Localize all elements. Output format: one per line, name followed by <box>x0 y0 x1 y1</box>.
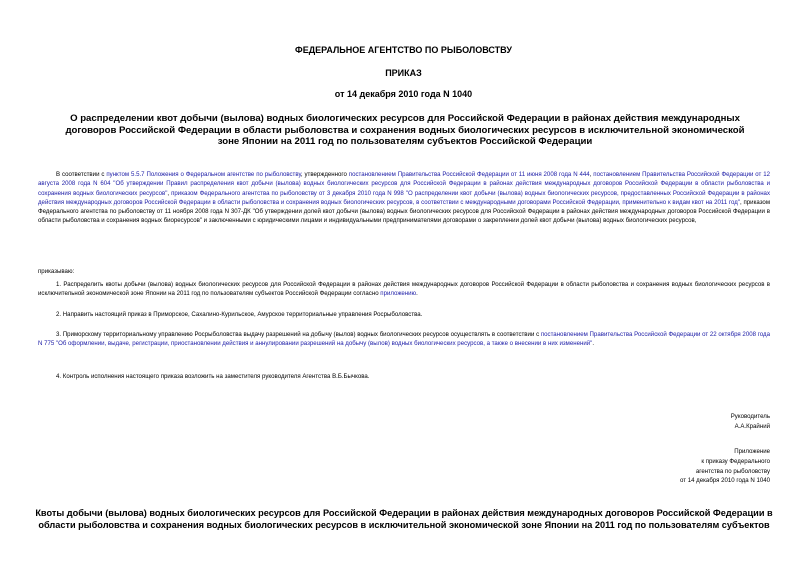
intro-text-2: , утвержденного <box>300 171 349 178</box>
document-title: О распределении квот добычи (вылова) водных биологических ресурсов для Российской Федерации в районах действия международных договоров Российской Федерации в области рыболовства и сохранения водных биологических ресурсов в исключительной экономической зоне Японии на 2011 год по пользователям субъектов Российской Федерации <box>65 113 745 147</box>
signature-block <box>731 412 770 432</box>
appendix-block <box>680 447 770 486</box>
order-item-2: 2. Направить настоящий приказ в Приморское, Сахалино-Курильское, Амурское территориальные управления Росрыболовства. <box>56 311 423 318</box>
doc-date-number: от 14 декабря 2010 года N 1040 <box>334 89 473 99</box>
link-decree-444[interactable]: постановлением Правительства Российской Федерации от 11 июня 2008 года N 444 <box>348 171 590 178</box>
link-decree-775[interactable]: постановлением Правительства Российской Федерации от 22 октября 2008 года N 775 "Об оформлении, выдаче, регистрации, приостановлении действия и аннулировании разрешений на добычу (вылов) водных биологических ресурсов, а также о внесении в них изменений" <box>38 331 770 348</box>
appendix-line-3: агентства по рыболовству <box>695 467 770 475</box>
intro-text-3: , <box>589 171 594 178</box>
appendix-line-1: Приложение <box>734 448 770 455</box>
appendix-line-4: от 14 декабря 2010 года N 1040 <box>679 477 770 485</box>
link-order-998[interactable]: приказом Федерального агентства по рыболовству от 3 декабря 2010 года N 998 "О распределении квот добычи (вылова) водных биологических ресурсов, предоставленных Российской Федерации в районах действия международных договоров Российской Федерации в области рыболовства и сохранения водных биологических ресурсов, в соответствии с международными договорами Российской Федерации, применительно к видам квот на 2011 год" <box>38 189 770 206</box>
order-item-3 <box>38 330 770 349</box>
link-decree-604[interactable]: постановлением Правительства Российской Федерации от 12 августа 2008 года N 604 "Об утверждении Правил распределения квот добычи (вылова) водных биологических ресурсов для Российской Федерации в районах действия международных договоров Российской Федерации в области рыболовства и сохранения водных биологических ресурсов" <box>38 171 771 197</box>
intro-text-4: , <box>167 189 172 197</box>
appendix-title: Квоты добычи (вылова) водных биологических ресурсов для Российской Федерации в районах действия международных договоров Российской Федерации в области рыболовства и сохранения водных биологических ресурсов в исключительной экономической зоне Японии на 2011 год по пользователям субъектов <box>35 508 773 530</box>
link-regulation-clause[interactable]: пунктом 5.5.7 Положения о Федеральном агентстве по рыболовству <box>106 171 301 178</box>
intro-paragraph <box>38 170 770 226</box>
item-1-text: 1. Распределить квоты добычи (вылова) водных биологических ресурсов для Российской Федерации в районах действия международных договоров Российской Федерации в области рыболовства и сохранения водных биологических ресурсов в исключительной экономической зоне Японии на 2011 год по пользователям субъектов Российской Федерации согласно <box>38 281 770 298</box>
item-3-text: 3. Приморскому территориальному управлению Росрыболовства выдачу разрешений на добычу (вылов) водных биологических ресурсов осуществлять в соответствии с <box>56 331 541 338</box>
intro-text-1: В соответствии с <box>56 171 107 178</box>
appendix-line-2: к приказу Федерального <box>701 457 770 465</box>
item-3-end: . <box>592 340 595 348</box>
agency-heading: ФЕДЕРАЛЬНОЕ АГЕНТСТВО ПО РЫБОЛОВСТВУ <box>295 45 512 55</box>
link-appendix[interactable]: приложению <box>380 290 417 298</box>
intro-text-5: , приказом Федерального агентства по рыболовству от 11 ноября 2008 года N 307-ДК "Об утверждении долей квот добычи (вылова) водных биологических ресурсов для Российской Федерации в районах действия международных договоров Российской Федерации в области рыболовства и сохранения водных биоресурсов" и заключенными с юридическими лицами и индивидуальными предпринимателями договорами о закреплении долей квот добычи (вылова) водных биологических ресурсов, <box>38 198 771 225</box>
doc-type-heading: ПРИКАЗ <box>385 68 422 78</box>
signature-role: Руководитель <box>730 413 770 420</box>
order-word: приказываю: <box>38 268 75 275</box>
signature-name: А.А.Крайний <box>734 422 770 430</box>
item-1-end: . <box>416 290 418 298</box>
order-item-4: 4. Контроль исполнения настоящего приказа возложить на заместителя руководителя Агентства В.Б.Бычкова. <box>56 373 370 380</box>
order-item-1 <box>38 280 770 299</box>
